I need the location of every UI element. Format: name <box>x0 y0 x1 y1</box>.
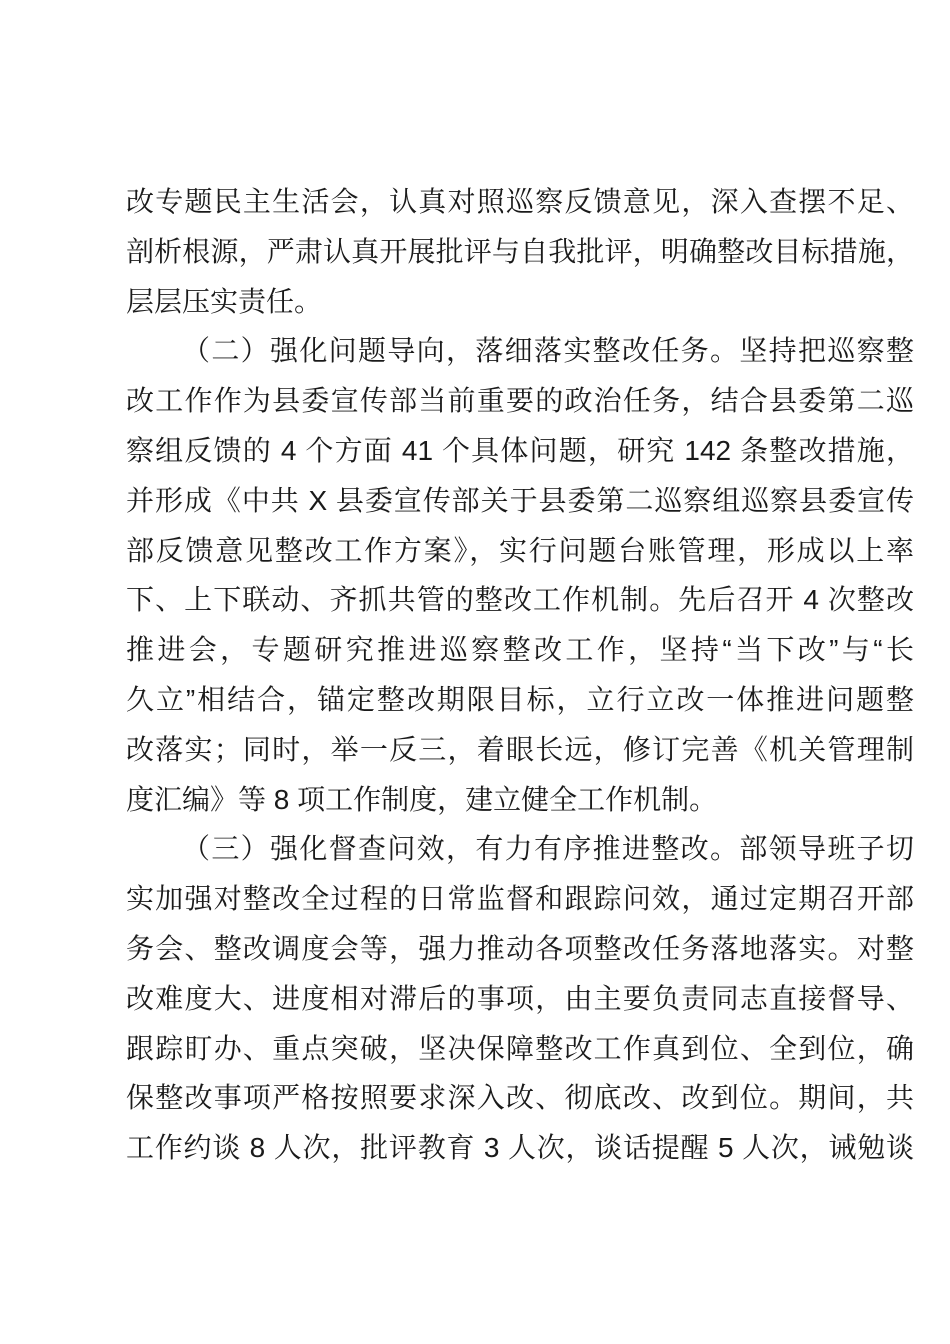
text-line: （三）强化督查问效，有力有序推进整改。部领导班子切 <box>182 833 914 865</box>
text-line: 并形成《中共 X 县委宣传部关于县委第二巡察组巡察县委宣传 <box>126 484 914 516</box>
text-line: 改难度大、进度相对滞后的事项，由主要负责同志直接督导、 <box>126 982 914 1014</box>
text-line: 务会、整改调度会等，强力推动各项整改任务落地落实。对整 <box>126 932 914 964</box>
text-line: （二）强化问题导向，落细落实整改任务。坚持把巡察整 <box>182 335 914 367</box>
text-line: 察组反馈的 4 个方面 41 个具体问题，研究 142 条整改措施， <box>126 434 914 466</box>
text-line: 实加强对整改全过程的日常监督和跟踪问效，通过定期召开部 <box>126 883 914 915</box>
text-line: 下、上下联动、齐抓共管的整改工作机制。先后召开 4 次整改 <box>126 584 914 616</box>
paragraph-section-three <box>126 824 914 1173</box>
text-block <box>126 177 914 1173</box>
text-line: 改专题民主生活会，认真对照巡察反馈意见，深入查摆不足、 <box>126 186 914 217</box>
text-line: 保整改事项严格按照要求深入改、彻底改、改到位。期间，共 <box>126 1082 914 1114</box>
text-line: 剖析根源，严肃认真开展批评与自我批评，明确整改目标措施， <box>126 235 914 267</box>
text-line: 部反馈意见整改工作方案》，实行问题台账管理，形成以上率 <box>126 534 914 566</box>
text-line: 改落实；同时，举一反三，着眼长远，修订完善《机关管理制 <box>126 733 914 765</box>
paragraph-continuation <box>126 177 914 326</box>
text-line: 久立”相结合，锚定整改期限目标，立行立改一体推进问题整 <box>126 683 914 715</box>
text-line: 层层压实责任。 <box>126 285 323 317</box>
text-line: 跟踪盯办、重点突破，坚决保障整改工作真到位、全到位，确 <box>126 1032 914 1064</box>
paragraph-section-two <box>126 326 914 824</box>
text-line: 工作约谈 8 人次，批评教育 3 人次，谈话提醒 5 人次，诫勉谈 <box>126 1132 914 1164</box>
text-line: 推进会，专题研究推进巡察整改工作，坚持“当下改”与“长 <box>126 634 914 666</box>
text-line: 度汇编》等 8 项工作制度，建立健全工作机制。 <box>126 783 718 815</box>
text-line: 改工作作为县委宣传部当前重要的政治任务，结合县委第二巡 <box>126 385 914 417</box>
